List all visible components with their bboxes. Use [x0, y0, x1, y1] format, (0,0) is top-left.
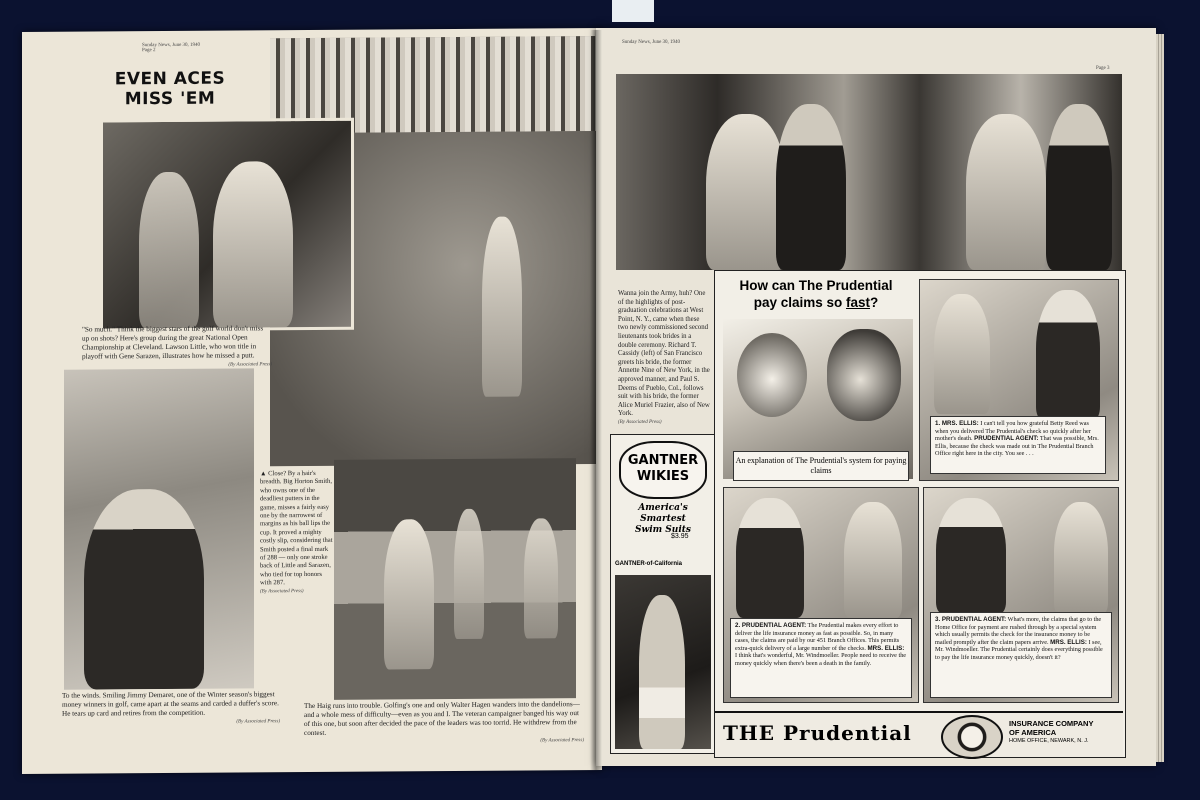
panel2-woman-figure [844, 502, 902, 618]
panel3-text: What's more, the claims that go to the Home Office for payment are rushed through by a special system which usually permits the check for the insurance money to be mailed promptly after the claim papers arrive. [935, 616, 1102, 646]
caption-middle [260, 470, 334, 597]
prudential-company-line-1: INSURANCE COMPANY [1009, 719, 1094, 728]
caption-bottom-left [62, 690, 280, 728]
panel3-label-2: MRS. ELLIS: [1050, 638, 1087, 646]
golfer-figure [482, 217, 522, 397]
gantner-price: $3.95 [671, 533, 689, 540]
onlooker-figure-1 [454, 509, 484, 639]
left-folio-text: Sunday News, June 30, 1940 [142, 42, 201, 49]
prudential-headline-line-1: How can The Prudential [739, 278, 893, 293]
prudential-company-block [1009, 719, 1119, 746]
left-folio [142, 43, 200, 53]
panel3-dialogue [930, 612, 1112, 698]
caption-bottom-right [304, 700, 584, 747]
gantner-company: GANTNER-of-California [615, 561, 682, 567]
right-page-number: Page 3 [1096, 66, 1110, 71]
headline-line-1: EVEN ACES [114, 68, 226, 90]
onlooker-figure-2 [524, 518, 558, 638]
rock-of-gibraltar-seal-icon [941, 715, 1003, 759]
left-page [22, 28, 602, 774]
panel3-agent-figure [936, 498, 1006, 614]
panel2-label: 2. PRUDENTIAL AGENT: [735, 622, 807, 629]
prudential-footer-brand: THE Prudential [723, 721, 912, 745]
hagen-photo [334, 458, 576, 700]
lawson-little-figure [213, 161, 293, 328]
woman-face [737, 333, 807, 417]
paper-tag [612, 0, 654, 22]
wedding-caption-credit: (By Associated Press) [618, 419, 662, 425]
headline-line-2: MISS 'EM [124, 88, 216, 110]
panel1-text: I can't tell you how grateful Betty Reed was when you delivered The Prudential's check so quickly after her mother's death. [935, 420, 1091, 443]
prudential-panel-1 [919, 279, 1119, 481]
wedding-caption [618, 290, 710, 428]
groom-figure-2 [1046, 104, 1112, 270]
prudential-panel-2 [723, 487, 919, 703]
prudential-headline [721, 277, 911, 311]
prudential-footer [715, 711, 1123, 757]
gantner-slogan [615, 503, 711, 536]
panel1-woman-figure [934, 294, 990, 414]
panel1-agent-figure [1036, 290, 1100, 420]
page-edges [1156, 34, 1164, 762]
caption-bottom-right-text: The Haig runs into trouble. Golfing's one and only Walter Hagen wanders into the dandelions—and a whole mess of difficulty—even as you and I. The veteran campaigner banged his way out of this one, but soon after decided the pace of the leaders was too torrid. He withdrew from the contest. [304, 700, 580, 738]
panel1-dialogue [930, 416, 1106, 474]
bride-figure-1 [706, 114, 786, 270]
gantner-slogan-line-1: America's Smartest [638, 503, 688, 524]
prudential-ad [714, 270, 1126, 758]
panel3-woman-figure [1054, 502, 1108, 614]
panel1-label: 1. MRS. ELLIS: [935, 420, 979, 427]
caption-middle-credit: (By Associated Press) [260, 588, 304, 595]
spine-shadow [590, 30, 602, 770]
caption-bottom-right-credit: (By Associated Press) [540, 738, 584, 744]
panel1-text-2: That was possible, Mrs. Ellis, because the check was made out in The Prudential Branch Office right here in the city. You see . . . [935, 435, 1099, 458]
panel3-label: 3. PRUDENTIAL AGENT: [935, 616, 1007, 623]
panel2-dialogue [730, 618, 912, 698]
prudential-headline-line-2 [721, 294, 911, 311]
demaret-figure [84, 489, 204, 690]
caption-top [82, 324, 272, 370]
headline [100, 69, 240, 110]
panel1-label-2: PRUDENTIAL AGENT: [974, 435, 1039, 443]
gantner-logo-badge [619, 441, 707, 499]
prudential-headline-fast: fast [846, 295, 871, 310]
hagen-figure [384, 519, 434, 669]
swimmer-photo [615, 575, 711, 749]
gantner-slogan-line-2: Swim Suits [634, 525, 691, 535]
spectators-photo [100, 118, 354, 332]
caption-middle-text: ▲ Close? By a hair's breadth. Big Horton Smith, who owns one of the deadliest putters in the game, misses a fairly easy one by the narrowest of margins as his ball lips the cup. It proved a mighty costly slip, considering that Smith posted a final mark of 288 — only one stroke back of Little and Sarazen, who tied for top honors with 287. [260, 469, 333, 587]
panel2-label-2: MRS. ELLIS: [867, 644, 905, 652]
prudential-headline-end: ? [870, 295, 879, 310]
caption-top-credit: (By Associated Press) [228, 362, 272, 368]
panel2-agent-figure [736, 498, 804, 618]
groom-figure-1 [776, 104, 846, 270]
right-page [596, 28, 1156, 766]
right-folio [622, 40, 680, 45]
left-page-number: Page 2 [142, 48, 156, 54]
agent-face [827, 329, 901, 421]
right-folio-text: Sunday News, June 30, 1940 [622, 40, 681, 45]
panel2-text: The Prudential makes every effort to deliver the life insurance money as fast as possible. So, in many cases, the claims are paid by our 451 Branch Offices. This permits extra-quick delivery of a large number of the checks. [735, 622, 900, 652]
bride-figure-2 [966, 114, 1046, 270]
caption-bottom-left-text: To the winds. Smiling Jimmy Demaret, one of the Winter season's biggest money winners in golf, came apart at the seams and carded a duffer's score. He tears up card and retires from the competition. [62, 690, 279, 718]
panel2-text-2: I think that's wonderful, Mr. Windmoeller. People need to receive the money quickly when there's been a death in the family. [735, 652, 907, 667]
gantner-brand-line-2: WIKIES [636, 469, 690, 484]
west-point-wedding-photo [616, 74, 1122, 270]
demaret-photo [64, 368, 254, 689]
spectator-figure [139, 172, 199, 328]
caption-bottom-left-credit: (By Associated Press) [236, 719, 280, 725]
prudential-headline-line-2a: pay claims so [753, 295, 847, 310]
prudential-home-office: HOME OFFICE, NEWARK, N. J. [1009, 738, 1089, 744]
gantner-brand-line-1: GANTNER [627, 453, 699, 468]
swimmer-figure [639, 595, 685, 749]
wedding-caption-text: Wanna join the Army, huh? One of the highlights of post-graduation celebrations at West Point, N. Y., came when these two newly commissioned second lieutenants took brides in a double ceremony. Richard T. Cassidy (left) of San Francisco greets his bride, the former Annette Nine of New York, in the approved manner, and Paul S. Deems of Pueblo, Col., follows suit with his bride, the former Alice Muriel Frazier, also of New York. [618, 290, 710, 418]
prudential-explanation-box: An explanation of The Prudential's system for paying claims [733, 451, 909, 481]
gantner-wikies-ad [610, 434, 716, 754]
panel3-text-2: I see, Mr. Windmoeller. The Prudential certainly does everything possible to pay the life insurance money quickly, doesn't it? [935, 638, 1103, 661]
prudential-company-line-2: OF AMERICA [1009, 728, 1057, 737]
caption-top-text: "So much." Think the biggest stars of the golf world don't miss up on shots? Here's group during the great National Open Championship at Cleveland. Lawson Little, who won title in playoff with Gene Sarazen, illustrates how he missed a putt. [82, 324, 264, 361]
prudential-panel-3 [923, 487, 1119, 703]
